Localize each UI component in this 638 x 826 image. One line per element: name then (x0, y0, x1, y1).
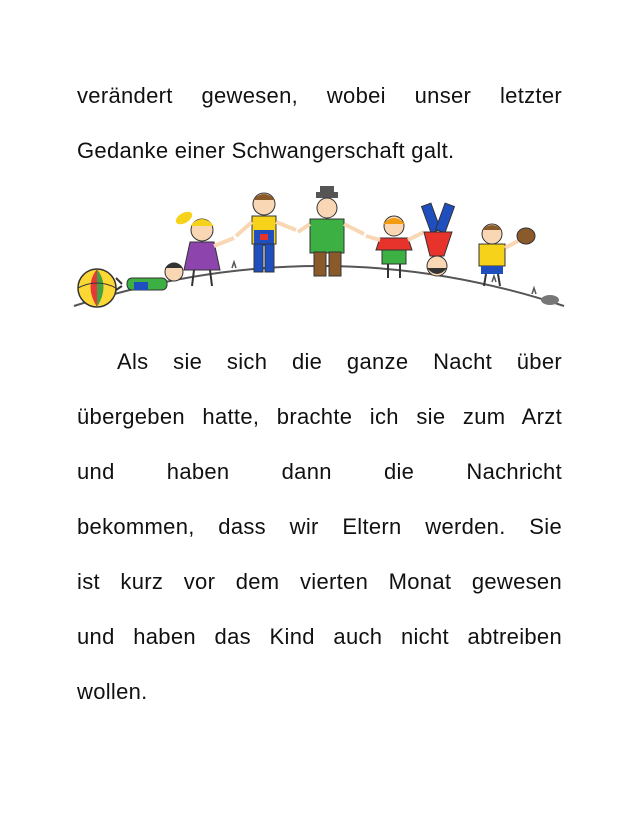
text-line: Gedanke einer Schwangerschaft galt. (77, 138, 455, 163)
man-green-shirt-icon (298, 186, 364, 276)
handstand-child-icon (422, 203, 455, 276)
text-line: Als sie sich die ganze Nacht über (117, 349, 562, 374)
text-line: verändert gewesen, wobei unser letzter (77, 83, 562, 108)
boy-yellow-shirt-icon (479, 224, 535, 286)
text-line: übergeben hatte, brachte ich sie zum Arzt (77, 404, 562, 429)
beach-ball-icon (78, 269, 116, 307)
paragraph-top (77, 68, 562, 178)
boy-overalls-icon (236, 193, 296, 272)
text-line: wollen. (77, 679, 148, 704)
text-line: und haben dann die Nachricht (77, 459, 562, 484)
text-line: bekommen, dass wir Eltern werden. Sie (77, 514, 562, 539)
rock-icon (541, 295, 559, 305)
baseball-glove-icon (517, 228, 535, 244)
text-line: und haben das Kind auch nicht abtreiben (77, 624, 562, 649)
children-holding-hands-illustration (72, 186, 566, 322)
lying-child-icon (116, 263, 183, 290)
text-line: ist kurz vor dem vierten Monat gewesen (77, 569, 562, 594)
paragraph-bottom (77, 334, 562, 719)
